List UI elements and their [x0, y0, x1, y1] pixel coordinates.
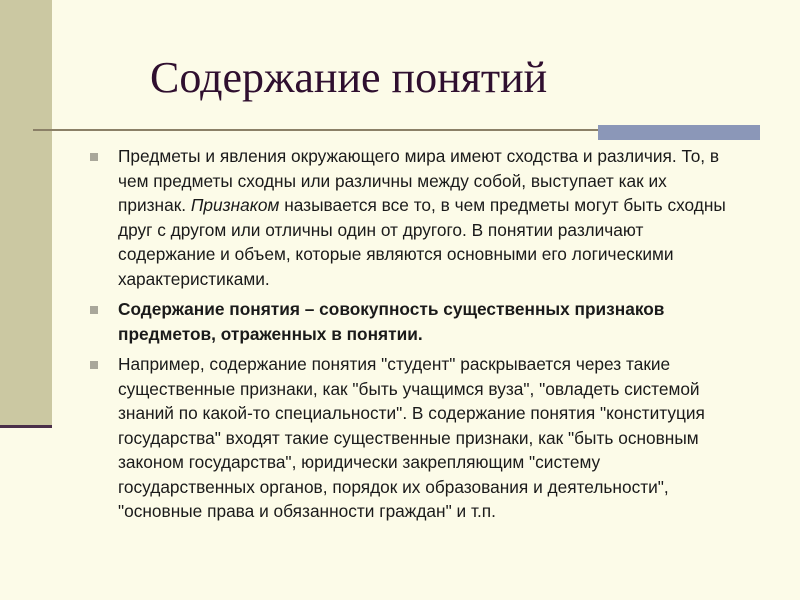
- square-bullet-icon: [90, 361, 98, 369]
- sidebar-decoration: [0, 0, 52, 425]
- bullet-1-text-part1: Предметы и явления окружающего мира имеют сходства и различия. То, в чем предметы сходны или различны между собой, выступает как их признак.: [118, 146, 720, 215]
- bullet-item-1: [90, 144, 730, 291]
- bullet-item-2: [90, 297, 730, 346]
- square-bullet-icon: [90, 153, 98, 161]
- bullet-1-italic-term: Признаком: [190, 195, 280, 215]
- bullet-item-3: [90, 352, 730, 524]
- bullet-2-definition: Содержание понятия – совокупность существенных признаков предметов, отраженных в понятии.: [118, 299, 665, 344]
- slide-content: [90, 144, 730, 530]
- square-bullet-icon: [90, 306, 98, 314]
- divider-accent-block: [598, 125, 760, 140]
- bullet-1-text-part2: называется все то, в чем предметы могут быть сходны друг с другом или отличны один от другого. В понятии различают содержание и объем, которые являются основными его логическими характеристиками.: [118, 195, 726, 289]
- sidebar-underline: [0, 425, 52, 428]
- slide-title: Содержание понятий: [150, 53, 548, 102]
- bullet-3-example: Например, содержание понятия "студент" раскрывается через такие существенные признаки, как "быть учащимся вуза", "овладеть системой знаний по какой-то специальности". В содержание понятия "конституция государства" входят такие существенные признаки, как "быть основным законом государства", юридически закрепляющим "систему государственных органов, порядок их образования и деятельности", "основные права и обязанности граждан" и т.п.: [118, 354, 705, 521]
